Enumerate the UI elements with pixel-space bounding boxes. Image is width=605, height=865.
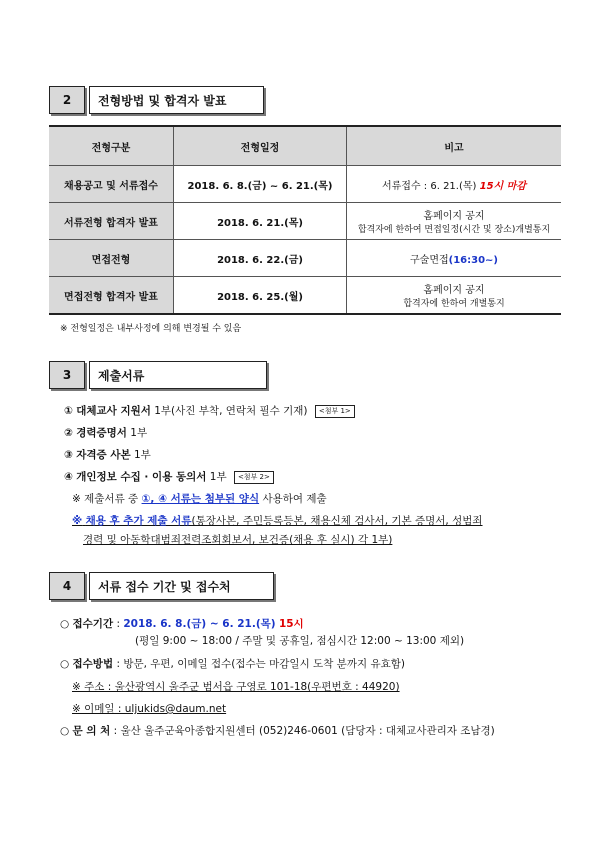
table-row <box>49 203 561 240</box>
table-row <box>49 277 561 315</box>
table-row <box>49 240 561 277</box>
item-mark: ④ <box>64 471 73 483</box>
colon: : <box>116 618 120 630</box>
contact-value: : 울산 울주군육아종합지원센터 (052)246-0601 (담당자 : 대체교사관리자 조남경) <box>113 725 495 737</box>
document-item <box>64 469 274 484</box>
table-header-row <box>49 126 561 166</box>
item-detail: 1부 <box>133 449 151 461</box>
row-note <box>347 277 562 315</box>
row-note-text: 서류접수 : 6. 21.(목) <box>381 180 477 192</box>
attachment-tag: <첨부 2> <box>234 471 274 484</box>
address-line: ※ 주소 : 울산광역시 울주군 범서읍 구영로 101-18(우편번호 : 44920) <box>72 681 400 693</box>
period-label: 접수기간 <box>72 618 114 630</box>
document-item <box>64 447 151 462</box>
additional-docs-note <box>72 513 483 528</box>
item-name: 경력증명서 <box>76 427 127 439</box>
row-date: 2018. 6. 25.(월) <box>174 277 347 315</box>
item-detail: 1부 <box>130 427 148 439</box>
row-note-text: 구술면접 <box>410 254 449 266</box>
item-name: 개인정보 수집 · 이용 동의서 <box>76 471 207 483</box>
row-label: 서류전형 합격자 발표 <box>49 203 174 240</box>
item-detail: 1부(사진 부착, 연락처 필수 기재) <box>154 405 308 417</box>
additional-docs-note-line2: 경력 및 아동학대범죄전력조회회보서, 보건증(채용 후 실시) 각 1부) <box>83 534 393 546</box>
row-note-sub: 합격자에 한하여 개별통지 <box>403 299 505 309</box>
method-line <box>60 656 405 671</box>
schedule-footnote: ※ 전형일정은 내부사정에 의해 변경될 수 있음 <box>60 324 242 334</box>
bullet-icon: ○ <box>60 658 70 670</box>
bullet-icon: ○ <box>60 618 70 630</box>
header-schedule: 전형일정 <box>174 126 347 166</box>
contact-label: 문 의 처 <box>72 725 111 737</box>
section2-title: 전형방법 및 합격자 발표 <box>89 86 264 114</box>
row-date: 2018. 6. 8.(금) ~ 6. 21.(목) <box>174 166 347 203</box>
row-label: 면접전형 합격자 발표 <box>49 277 174 315</box>
row-note-time: (16:30~) <box>448 254 498 266</box>
note-suffix: 사용하여 제출 <box>262 493 327 505</box>
note-highlight: 채용 후 추가 제출 서류 <box>85 515 192 527</box>
row-date: 2018. 6. 21.(목) <box>174 203 347 240</box>
note-prefix: ※ 제출서류 중 <box>72 493 139 505</box>
period-time: 15시 <box>278 618 304 630</box>
period-line <box>60 616 304 631</box>
row-note <box>347 203 562 240</box>
method-value: : 방문, 우편, 이메일 접수(접수는 마감일시 도착 분까지 유효함) <box>116 658 405 670</box>
section2-number: 2 <box>49 86 85 114</box>
section3-number: 3 <box>49 361 85 389</box>
header-stage: 전형구분 <box>49 126 174 166</box>
document-item <box>64 425 147 440</box>
section4-number: 4 <box>49 572 85 600</box>
row-note <box>347 166 562 203</box>
schedule-table <box>49 125 561 315</box>
contact-line <box>60 723 495 738</box>
method-label: 접수방법 <box>72 658 114 670</box>
row-note-text: 홈페이지 공지 <box>423 285 485 296</box>
item-name: 자격증 사본 <box>76 449 131 461</box>
note-highlight: ①, ④ 서류는 첨부된 양식 <box>141 493 260 505</box>
section4-title: 서류 접수 기간 및 접수처 <box>89 572 274 600</box>
email-line: ※ 이메일 : uljukids@daum.net <box>72 703 227 715</box>
header-note: 비고 <box>347 126 562 166</box>
section3-title: 제출서류 <box>89 361 267 389</box>
item-detail: 1부 <box>209 471 227 483</box>
bullet-icon: ○ <box>60 725 70 737</box>
period-sub: (평일 9:00 ~ 18:00 / 주말 및 공휴일, 점심시간 12:00 ~ 13:00 제외) <box>135 635 465 647</box>
item-mark: ③ <box>64 449 73 461</box>
row-note-deadline: 15시 마감 <box>479 180 527 192</box>
row-note-sub: 합격자에 한하여 면접일정(시간 및 장소)개별통지 <box>357 225 551 235</box>
section4-header <box>49 572 274 600</box>
item-name: 대체교사 지원서 <box>76 405 151 417</box>
row-label: 채용공고 및 서류접수 <box>49 166 174 203</box>
note-mark: ※ <box>72 515 83 527</box>
item-mark: ① <box>64 405 73 417</box>
note-rest: (통장사본, 주민등록등본, 채용신체 검사서, 기본 증명서, 성범죄 <box>191 515 483 527</box>
row-label: 면접전형 <box>49 240 174 277</box>
submission-note <box>72 491 327 506</box>
row-note-text: 홈페이지 공지 <box>423 211 485 222</box>
table-row <box>49 166 561 203</box>
item-mark: ② <box>64 427 73 439</box>
document-item <box>64 403 355 418</box>
attachment-tag: <첨부 1> <box>315 405 355 418</box>
row-date: 2018. 6. 22.(금) <box>174 240 347 277</box>
section3-header <box>49 361 267 389</box>
row-note <box>347 240 562 277</box>
period-value: 2018. 6. 8.(금) ~ 6. 21.(목) <box>123 618 276 630</box>
section2-header <box>49 86 264 114</box>
